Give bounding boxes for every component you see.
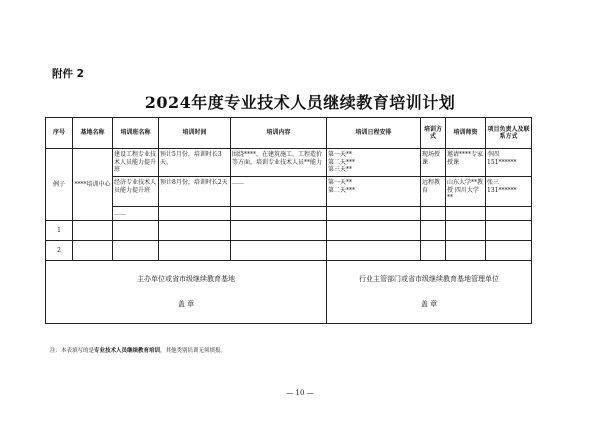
- note-prefix: 注：本表填写的是: [50, 348, 95, 354]
- example-schedule-2: 第一天** 第二天***: [327, 177, 421, 207]
- supervisor-seal: 盖 章: [420, 300, 438, 308]
- table-row: [46, 241, 532, 261]
- header-course: 培训班名称: [113, 118, 159, 149]
- training-plan-table: [45, 117, 532, 324]
- note-suffix: ，其他类别培训无须填报。: [160, 348, 227, 354]
- example-teacher-2: 山东大学**教授 四川大学**: [446, 177, 486, 207]
- header-schedule: 培训日程安排: [327, 118, 421, 149]
- organizer-label: 主办单位或省市级继续教育基地: [137, 275, 235, 283]
- example-extra: ……: [113, 207, 159, 221]
- header-seq: 序号: [46, 118, 73, 149]
- table-row: [46, 221, 532, 241]
- header-method: 培训方式: [421, 118, 446, 149]
- seal-row: [46, 261, 532, 324]
- example-method-2: 远程教育: [421, 177, 446, 207]
- example-row-1: [46, 149, 532, 177]
- organizer-seal-cell: [46, 261, 327, 324]
- header-time: 培训时间: [159, 118, 231, 149]
- header-row: [46, 118, 532, 149]
- row-seq-2: 2: [46, 241, 73, 261]
- supervisor-seal-cell: [327, 261, 532, 324]
- header-teacher: 培训师资: [446, 118, 486, 149]
- example-content-1: 围绕****，在建筑施工、工程造价等方面，培训专业技术人员**能力: [231, 149, 327, 177]
- example-row-2: [46, 177, 532, 207]
- example-row-3: [46, 207, 532, 221]
- example-method-1: 现场授课: [421, 149, 446, 177]
- attachment-label: 附件 2: [52, 68, 84, 80]
- supervisor-label: 行业主管部门或省市级继续教育基地管理单位: [359, 275, 499, 283]
- example-teacher-1: 邀请****专家授课: [446, 149, 486, 177]
- example-time-1: 预计5月份，培训时长3天。: [159, 149, 231, 177]
- example-contact-1: 李四 151******: [486, 149, 532, 177]
- example-schedule-1: 第一天** 第二天*** 第三天**: [327, 149, 421, 177]
- organizer-seal: 盖 章: [177, 300, 195, 308]
- row-seq-1: 1: [46, 221, 73, 241]
- footnote: [50, 346, 226, 354]
- header-content: 培训内容: [231, 118, 327, 149]
- example-base: ****培训中心: [73, 149, 113, 221]
- example-course-1: 建设工程专业技术人员能力提升班: [113, 149, 159, 177]
- page-title: 2024年度专业技术人员继续教育培训计划: [144, 93, 456, 112]
- example-course-2: 经济专业技术人员能力提升班: [113, 177, 159, 207]
- header-contact: 项目负责人及联系方式: [486, 118, 532, 149]
- example-contact-2: 张三 131******: [486, 177, 532, 207]
- page-number: — 10 —: [286, 389, 314, 397]
- example-time-2: 预计8月份，培训时长2天: [159, 177, 231, 207]
- example-content-2: ……: [231, 177, 327, 207]
- note-bold: 专业技术人员继续教育培训: [94, 348, 161, 354]
- example-seq: 例子: [46, 149, 73, 221]
- header-base: 基地名称: [73, 118, 113, 149]
